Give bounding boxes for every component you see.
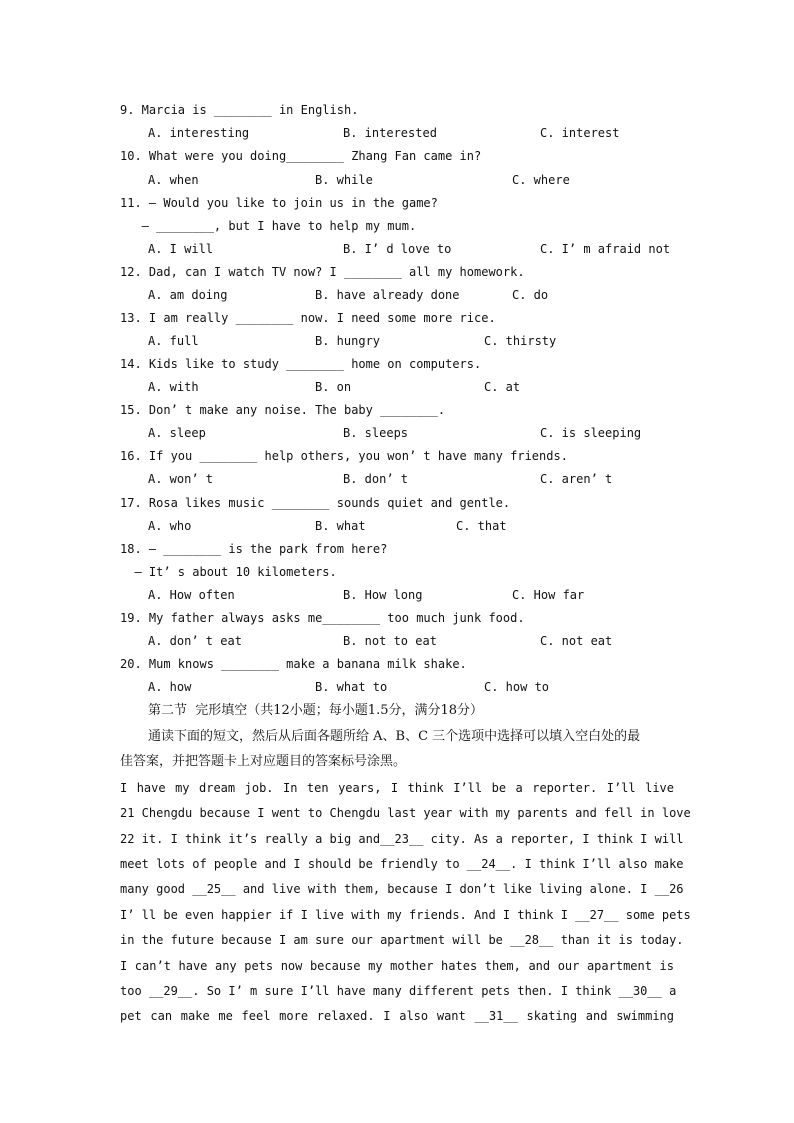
question-14-option-b: B. on — [315, 380, 352, 394]
passage-line-2: 21 Chengdu because I went to Chengdu last year with my parents and fell in love — [120, 806, 691, 820]
question-19-option-a: A. don’ t eat — [148, 634, 242, 648]
question-9-option-a: A. interesting — [148, 126, 250, 140]
question-11-option-a: A. I will — [148, 242, 214, 256]
question-18-stem: 18. — ________ is the park from here? — [120, 542, 388, 556]
question-11-stem-reply: — ________, but I have to help my mum. — [120, 219, 417, 233]
question-9-stem: 9. Marcia is ________ in English. — [120, 103, 359, 117]
passage-line-9: too __29__. So I’ m sure I’ll have many different pets then. I think __30__ a — [120, 984, 677, 998]
question-19-stem: 19. My father always asks me________ too much junk food. — [120, 611, 525, 625]
question-16-option-b: B. don’ t — [343, 472, 409, 486]
passage-line-7: in the future because I am sure our apartment will be __28__ than it is today. — [120, 933, 684, 947]
question-14-option-a: A. with — [148, 380, 199, 394]
question-16-option-c: C. aren’ t — [540, 472, 613, 486]
question-15-stem: 15. Don’ t make any noise. The baby ________. — [120, 403, 446, 417]
question-17-option-a: A. who — [148, 519, 192, 533]
passage-line-1: I have my dream job. In ten years, I think I’ll be a reporter. I’ll live — [120, 781, 674, 795]
question-20-stem: 20. Mum knows ________ make a banana milk shake. — [120, 657, 467, 671]
question-11-stem: 11. — Would you like to join us in the game? — [120, 196, 438, 210]
section-instruction-2: 佳答案，并把答题卡上对应题目的答案标号涂黑。 — [120, 754, 407, 769]
question-20-option-a: A. how — [148, 680, 192, 694]
question-10-stem: 10. What were you doing________ Zhang Fan came in? — [120, 149, 482, 163]
question-18-option-c: C. How far — [512, 588, 585, 602]
question-9-option-c: C. interest — [540, 126, 620, 140]
question-12-stem: 12. Dad, can I watch TV now? I ________ all my homework. — [120, 265, 525, 279]
question-10-option-a: A. when — [148, 173, 199, 187]
question-16-stem: 16. If you ________ help others, you won’ t have many friends. — [120, 449, 568, 463]
question-14-stem: 14. Kids like to study ________ home on computers. — [120, 357, 482, 371]
question-12-option-c: C. do — [512, 288, 549, 302]
question-17-option-c: C. that — [456, 519, 507, 533]
question-16-option-a: A. won’ t — [148, 472, 214, 486]
passage-line-3: 22 it. I think it’s really a big and__23__ city. As a reporter, I think I will — [120, 832, 684, 846]
question-13-option-b: B. hungry — [315, 334, 381, 348]
passage-line-5: many good __25__ and live with them, because I don’t like living alone. I __26 — [120, 882, 684, 896]
question-13-option-c: C. thirsty — [484, 334, 557, 348]
question-20-option-c: C. how to — [484, 680, 550, 694]
passage-line-4: meet lots of people and I should be friendly to __24__. I think I’ll also make — [120, 857, 684, 871]
question-17-option-b: B. what — [315, 519, 366, 533]
question-18-option-b: B. How long — [343, 588, 423, 602]
question-13-stem: 13. I am really ________ now. I need some more rice. — [120, 311, 496, 325]
question-17-stem: 17. Rosa likes music ________ sounds quiet and gentle. — [120, 496, 511, 510]
section-instruction-1: 通读下面的短文，然后从后面各题所给 A、B、C 三个选项中选择可以填入空白处的最 — [148, 729, 641, 744]
question-10-option-b: B. while — [315, 173, 373, 187]
question-12-option-b: B. have already done — [315, 288, 460, 302]
question-18-option-a: A. How often — [148, 588, 235, 602]
question-14-option-c: C. at — [484, 380, 521, 394]
question-19-option-c: C. not eat — [540, 634, 613, 648]
question-20-option-b: B. what to — [315, 680, 388, 694]
question-12-option-a: A. am doing — [148, 288, 228, 302]
question-19-option-b: B. not to eat — [343, 634, 437, 648]
passage-line-8: I can’t have any pets now because my mother hates them, and our apartment is — [120, 959, 674, 973]
question-11-option-c: C. I’ m afraid not — [540, 242, 671, 256]
question-11-option-b: B. I’ d love to — [343, 242, 452, 256]
passage-line-10: pet can make me feel more relaxed. I also want __31__ skating and swimming — [120, 1009, 674, 1023]
question-15-option-c: C. is sleeping — [540, 426, 642, 440]
question-15-option-a: A. sleep — [148, 426, 206, 440]
question-9-option-b: B. interested — [343, 126, 437, 140]
question-10-option-c: C. where — [512, 173, 570, 187]
question-18-stem-reply: — It’ s about 10 kilometers. — [120, 565, 337, 579]
section-heading: 第二节 完形填空（共12小题；每小题1.5分，满分18分） — [148, 703, 484, 718]
passage-line-6: I’ ll be even happier if I live with my friends. And I think I __27__ some pets — [120, 908, 691, 922]
question-15-option-b: B. sleeps — [343, 426, 409, 440]
question-13-option-a: A. full — [148, 334, 199, 348]
